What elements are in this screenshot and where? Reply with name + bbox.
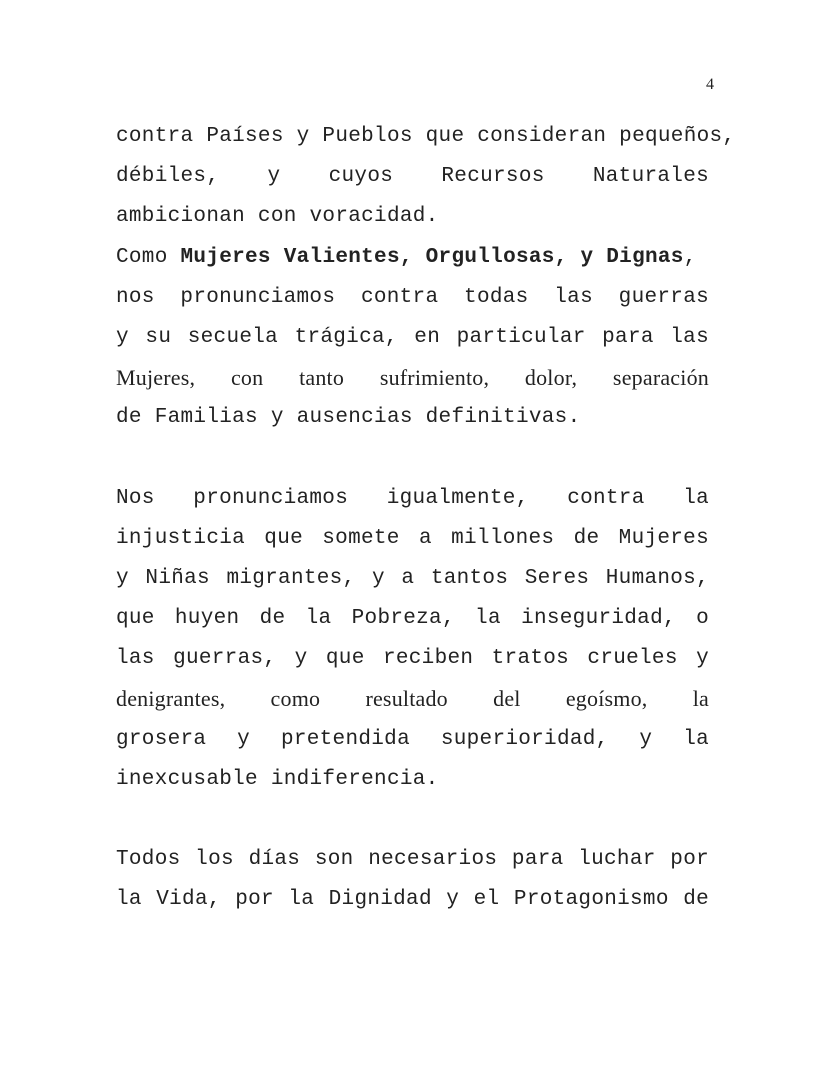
text-line: Mujeres, con tanto sufrimiento, dolor, separación [116,365,709,390]
text-line: nos pronunciamos contra todas las guerras [116,286,709,309]
text-line: débiles, y cuyos Recursos Naturales [116,165,709,188]
text-line: denigrantes, como resultado del egoísmo, la [116,686,709,711]
page-number: 4 [706,76,714,93]
text-line: Todos los días son necesarios para luchar por [116,848,709,871]
text-line: inexcusable indiferencia. [116,768,439,791]
text-line: que huyen de la Pobreza, la inseguridad, o [116,607,709,630]
text-line: Nos pronunciamos igualmente, contra la [116,487,709,510]
text-line: la Vida, por la Dignidad y el Protagonismo de [116,888,709,911]
text-line: contra Países y Pueblos que consideran pequeños, [116,125,736,148]
text-line: las guerras, y que reciben tratos crueles y [116,647,709,670]
text-line: ambicionan con voracidad. [116,205,439,228]
text-line: grosera y pretendida superioridad, y la [116,728,709,751]
text-line: de Familias y ausencias definitivas. [116,406,581,429]
text-line: y Niñas migrantes, y a tantos Seres Humanos, [116,567,709,590]
emphasis-text: Mujeres Valientes, Orgullosas, y Dignas [180,246,684,269]
text-line: injusticia que somete a millones de Mujeres [116,527,709,550]
text-span: , [683,246,697,269]
text-line-emphasis [116,238,709,278]
text-span: Como [116,246,181,269]
text-line: y su secuela trágica, en particular para las [116,326,709,349]
